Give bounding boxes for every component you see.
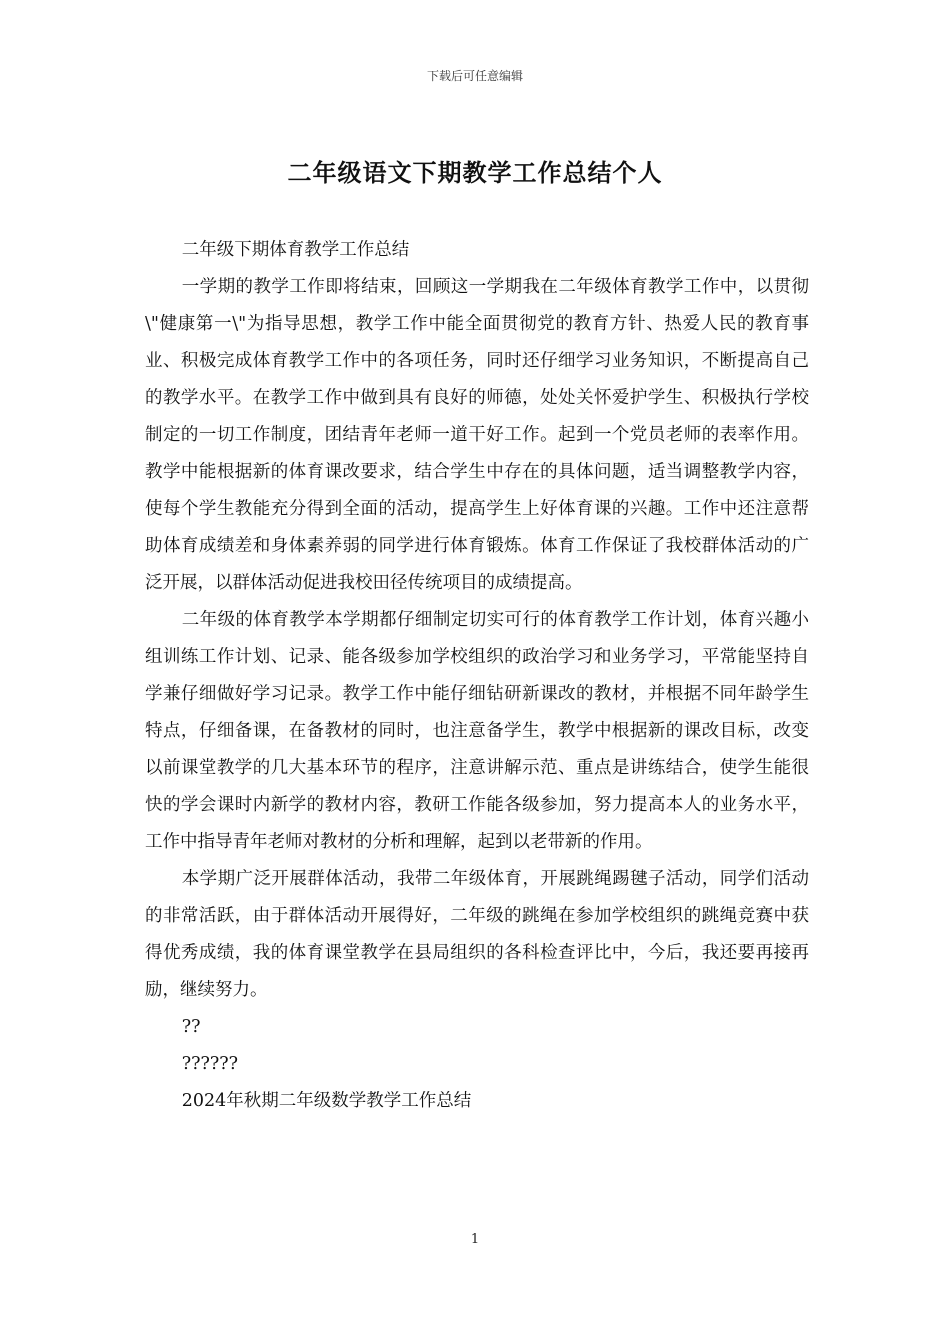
- paragraph-2: 二年级的体育教学本学期都仔细制定切实可行的体育教学工作计划，体育兴趣小组训练工作计划、记录、能各级参加学校组织的政治学习和业务学习，平常能坚持自学兼仔细做好学习记录。教学工作中能仔细钻研新课改的教材，并根据不同年龄学生特点，仔细备课，在备教材的同时，也注意备学生，教学中根据新的课改目标，改变以前课堂教学的几大基本环节的程序，注意讲解示范、重点是讲练结合，使学生能很快的学会课时内新学的教材内容，教研工作能各级参加，努力提高本人的业务水平，工作中指导青年老师对教材的分析和理解，起到以老带新的作用。: [145, 610, 809, 852]
- paragraph-3: 本学期广泛开展群体活动，我带二年级体育，开展跳绳踢毽子活动，同学们活动的非常活跃，由于群体活动开展得好，二年级的跳绳在参加学校组织的跳绳竞赛中获得优秀成绩，我的体育课堂教学在县局组织的各科检查评比中，今后，我还要再接再励，继续努力。: [145, 869, 809, 1000]
- document-title: 二年级语文下期教学工作总结个人: [287, 159, 663, 187]
- paragraph-1: 一学期的教学工作即将结束，回顾这一学期我在二年级体育教学工作中，以贯彻\"健康第一\"为指导思想，教学工作中能全面贯彻党的教育方针、热爱人民的教育事业、积极完成体育教学工作中的各项任务，同时还仔细学习业务知识，不断提高自己的教学水平。在教学工作中做到具有良好的师德，处处关怀爱护学生、积极执行学校制定的一切工作制度，团结青年老师一道干好工作。起到一个党员老师的表率作用。教学中能根据新的体育课改要求，结合学生中存在的具体问题，适当调整教学内容，使每个学生教能充分得到全面的活动，提高学生上好体育课的兴趣。工作中还注意帮助体育成绩差和身体素养弱的同学进行体育锻炼。体育工作保证了我校群体活动的广泛开展，以群体活动促进我校田径传统项目的成绩提高。: [145, 277, 809, 593]
- page-number: 1: [470, 1232, 480, 1247]
- placeholder-line-2: ??????: [181, 1054, 239, 1074]
- placeholder-line-1: ??: [181, 1017, 201, 1037]
- header-note: 下载后可任意编辑: [426, 69, 523, 83]
- section-heading: 二年级下期体育教学工作总结: [181, 240, 410, 260]
- document-body: [145, 232, 809, 1120]
- next-section-heading: 2024年秋期二年级数学教学工作总结: [181, 1091, 472, 1111]
